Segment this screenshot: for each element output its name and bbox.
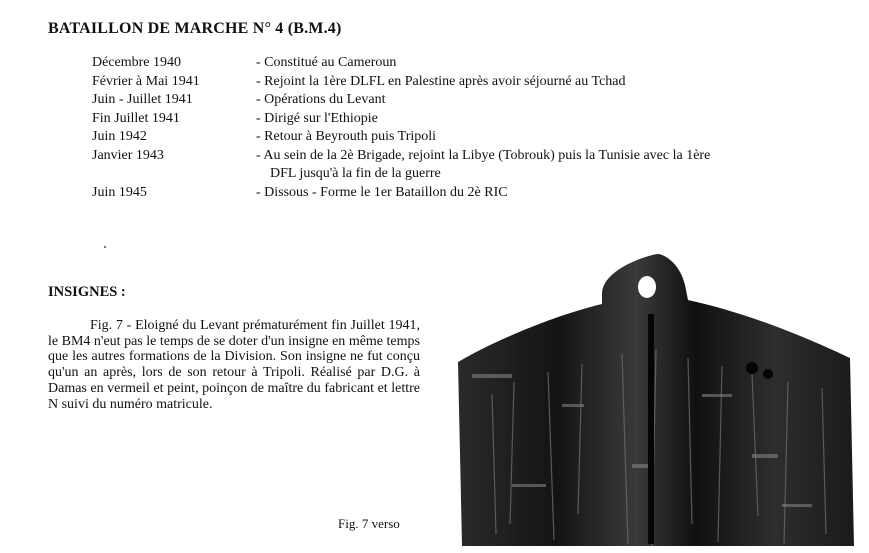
timeline-date: Février à Mai 1941 bbox=[92, 73, 200, 89]
timeline-event: - Retour à Beyrouth puis Tripoli bbox=[256, 129, 437, 144]
timeline-row bbox=[92, 147, 852, 184]
timeline-list bbox=[92, 54, 852, 202]
figure-caption: Fig. 7 - Eloigné du Levant prématurément fin Juillet 1941, le BM4 n'eut pas le temps de se doter d'un insigne en même temps que les autres formations de la Division. Son insigne ne fut conçu qu'un an après, lors de son retour à Tripoli. Réalisé par D.G. à Damas en vermeil et peint, poinçon de maître du fabricant et lettre N suivi du numéro matricule. bbox=[48, 318, 420, 412]
timeline-row bbox=[92, 128, 852, 147]
timeline-date: Juin - Juillet 1941 bbox=[92, 92, 193, 107]
timeline-event: - Opérations du Levant bbox=[256, 92, 386, 107]
timeline-date: Fin Juillet 1941 bbox=[92, 110, 180, 126]
timeline-row bbox=[92, 110, 852, 129]
figure-label: Fig. 7 verso bbox=[338, 516, 400, 531]
timeline-event: - Au sein de la 2è Brigade, rejoint la Libye (Tobrouk) puis la Tunisie avec la 1ère DFL jusqu'à la fin de la guerre bbox=[256, 147, 852, 184]
timeline-event: - Constitué au Cameroun bbox=[256, 55, 397, 70]
timeline-event: - Dissous - Forme le 1er Bataillon du 2è RIC bbox=[256, 184, 508, 200]
insignes-heading: INSIGNES : bbox=[48, 284, 126, 300]
timeline-row bbox=[92, 91, 852, 110]
timeline-row bbox=[92, 73, 852, 92]
timeline-date: Juin 1942 bbox=[92, 129, 147, 144]
timeline-event-continuation: DFL jusqu'à la fin de la guerre bbox=[270, 166, 441, 181]
timeline-event: - Dirigé sur l'Ethiopie bbox=[256, 110, 378, 126]
timeline-date: Janvier 1943 bbox=[92, 147, 164, 163]
timeline-date: Décembre 1940 bbox=[92, 55, 182, 70]
timeline-event: - Rejoint la 1ère DLFL en Palestine après avoir séjourné au Tchad bbox=[256, 73, 626, 89]
suspension-hole bbox=[638, 276, 656, 298]
scan-speck bbox=[104, 246, 106, 248]
section-heading: BATAILLON DE MARCHE N° 4 (B.M.4) bbox=[48, 20, 342, 37]
timeline-row bbox=[92, 184, 852, 203]
insignia-body bbox=[458, 254, 854, 546]
insignia-verso-photo bbox=[452, 254, 856, 546]
timeline-date: Juin 1945 bbox=[92, 184, 147, 200]
timeline-row bbox=[92, 54, 852, 73]
